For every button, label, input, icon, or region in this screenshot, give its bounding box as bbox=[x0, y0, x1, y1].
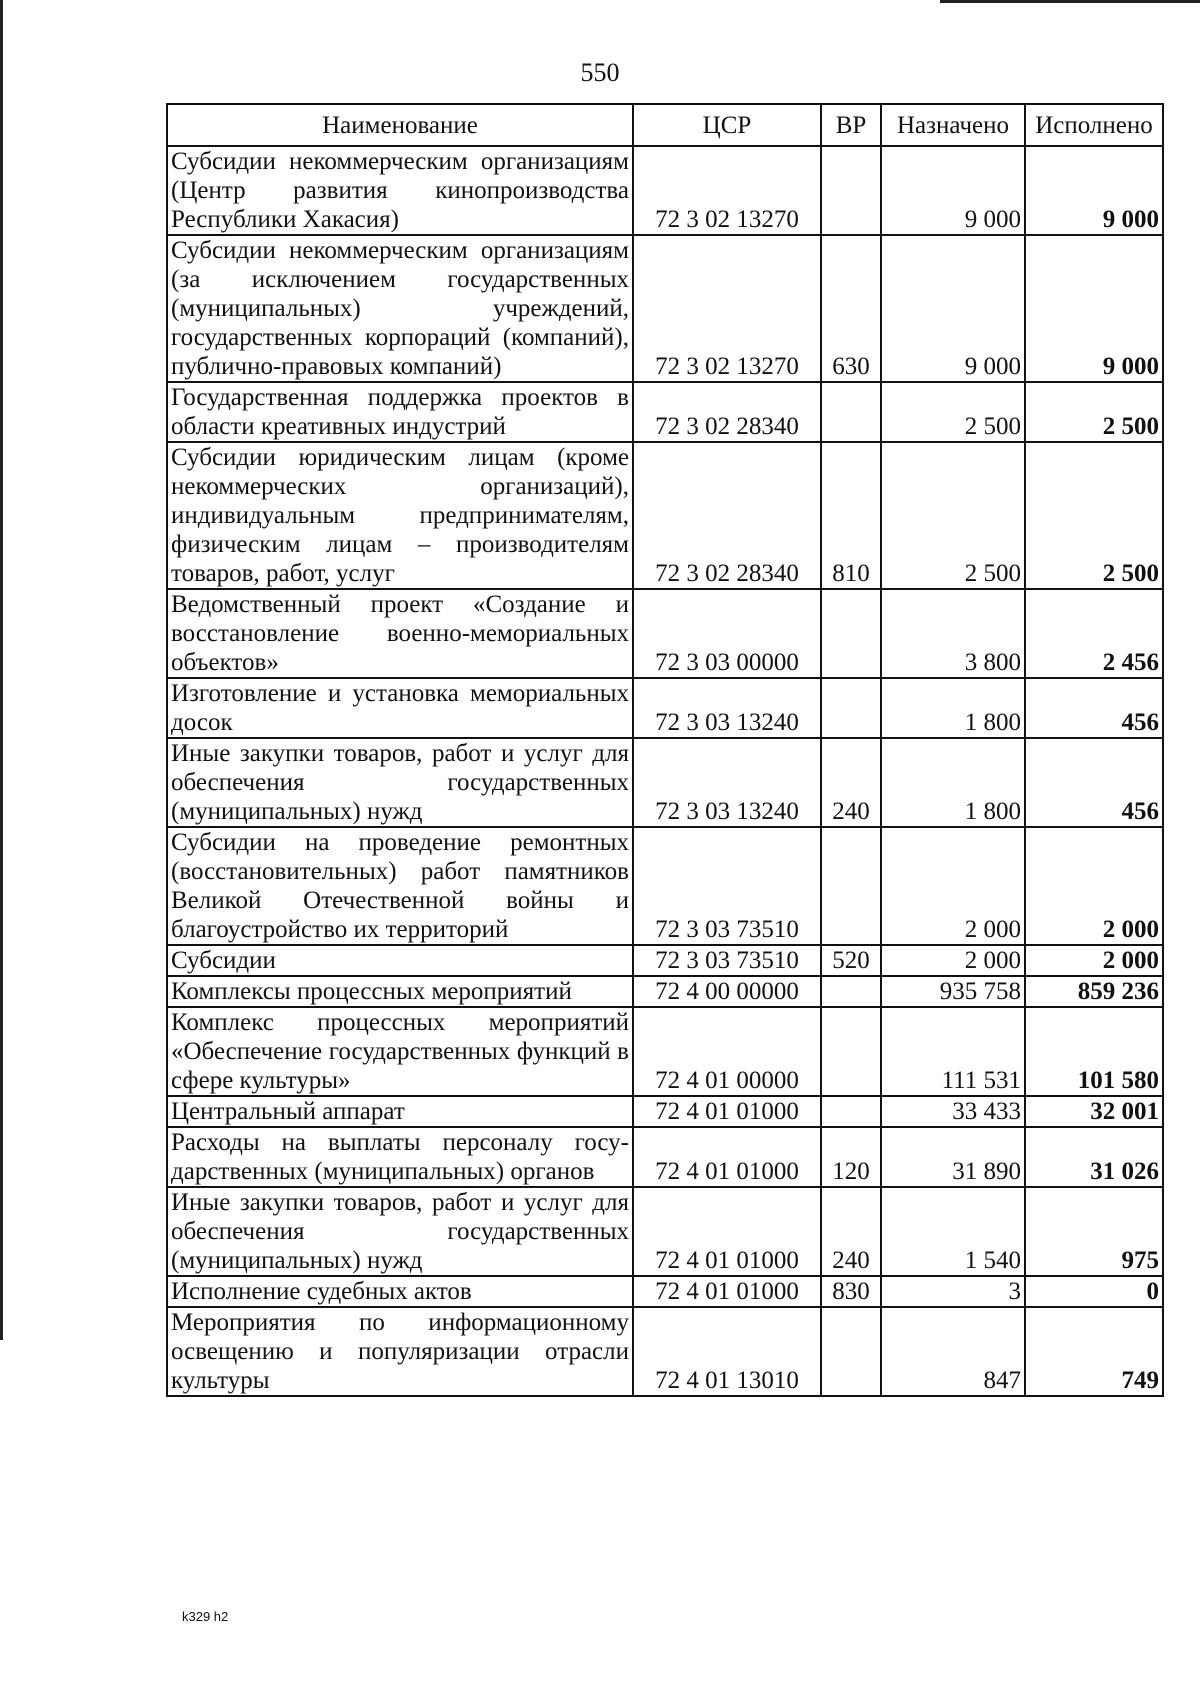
table-row bbox=[167, 827, 1163, 945]
cell-vr bbox=[821, 589, 881, 678]
cell-name: Центральный аппарат bbox=[167, 1096, 633, 1127]
cell-assigned: 1 800 bbox=[881, 678, 1025, 738]
table-row bbox=[167, 1127, 1163, 1187]
cell-assigned: 111 531 bbox=[881, 1007, 1025, 1096]
cell-executed: 9 000 bbox=[1025, 146, 1163, 235]
cell-executed: 456 bbox=[1025, 678, 1163, 738]
table-row bbox=[167, 1276, 1163, 1307]
cell-name: Субсидии на проведение ремонтных (восстановительных) работ памятников Великой Отечественной войны и благоустройство их территорий bbox=[167, 827, 633, 945]
scan-edge-top bbox=[940, 0, 1200, 3]
cell-csr: 72 4 00 00000 bbox=[633, 976, 821, 1007]
cell-name: Изготовление и установка мемориальных досок bbox=[167, 678, 633, 738]
header-executed: Исполнено bbox=[1025, 104, 1163, 146]
table-row bbox=[167, 976, 1163, 1007]
cell-csr: 72 3 03 00000 bbox=[633, 589, 821, 678]
cell-csr: 72 4 01 13010 bbox=[633, 1307, 821, 1396]
cell-assigned: 9 000 bbox=[881, 235, 1025, 382]
header-csr: ЦСР bbox=[633, 104, 821, 146]
table-row bbox=[167, 442, 1163, 589]
footer-code: k329 h2 bbox=[182, 1609, 229, 1624]
cell-vr bbox=[821, 1096, 881, 1127]
header-assigned: Назначено bbox=[881, 104, 1025, 146]
cell-name: Мероприятия по информационному освещению и популяризации отрасли культуры bbox=[167, 1307, 633, 1396]
cell-name: Комплекс процессных мероприятий «Обеспечение государственных функций в сфере культуры» bbox=[167, 1007, 633, 1096]
table-row bbox=[167, 1307, 1163, 1396]
cell-vr: 630 bbox=[821, 235, 881, 382]
cell-vr: 240 bbox=[821, 1187, 881, 1276]
cell-executed: 975 bbox=[1025, 1187, 1163, 1276]
cell-executed: 2 000 bbox=[1025, 827, 1163, 945]
cell-vr bbox=[821, 827, 881, 945]
cell-assigned: 1 540 bbox=[881, 1187, 1025, 1276]
cell-vr: 520 bbox=[821, 945, 881, 976]
cell-name: Государственная поддержка проектов в области креативных индустрий bbox=[167, 382, 633, 442]
cell-vr bbox=[821, 678, 881, 738]
cell-assigned: 9 000 bbox=[881, 146, 1025, 235]
cell-name: Субсидии некоммерческим организациям (Центр развития кинопроизводства Республики Хакасия) bbox=[167, 146, 633, 235]
cell-name: Иные закупки товаров, работ и услуг для обеспечения государственных (муниципальных) нужд bbox=[167, 1187, 633, 1276]
cell-csr: 72 3 03 73510 bbox=[633, 945, 821, 976]
cell-vr bbox=[821, 976, 881, 1007]
page-number: 550 bbox=[580, 58, 620, 87]
cell-vr bbox=[821, 1307, 881, 1396]
cell-executed: 859 236 bbox=[1025, 976, 1163, 1007]
cell-csr: 72 4 01 01000 bbox=[633, 1096, 821, 1127]
cell-assigned: 2 500 bbox=[881, 382, 1025, 442]
table-row bbox=[167, 1007, 1163, 1096]
cell-executed: 101 580 bbox=[1025, 1007, 1163, 1096]
cell-csr: 72 3 02 13270 bbox=[633, 235, 821, 382]
cell-csr: 72 3 02 28340 bbox=[633, 442, 821, 589]
cell-vr: 810 bbox=[821, 442, 881, 589]
cell-csr: 72 3 02 13270 bbox=[633, 146, 821, 235]
cell-name: Субсидии юридическим лицам (кроме некоммерческих организаций), индивидуальным предпринимателям, физическим лицам – производителям товаров, работ, услуг bbox=[167, 442, 633, 589]
cell-assigned: 33 433 bbox=[881, 1096, 1025, 1127]
table-row bbox=[167, 738, 1163, 827]
header-name: Наименование bbox=[167, 104, 633, 146]
cell-assigned: 1 800 bbox=[881, 738, 1025, 827]
cell-executed: 749 bbox=[1025, 1307, 1163, 1396]
cell-name: Иные закупки товаров, работ и услуг для обеспечения государственных (муниципальных) нужд bbox=[167, 738, 633, 827]
cell-csr: 72 4 01 01000 bbox=[633, 1276, 821, 1307]
cell-executed: 2 000 bbox=[1025, 945, 1163, 976]
cell-assigned: 3 bbox=[881, 1276, 1025, 1307]
cell-executed: 456 bbox=[1025, 738, 1163, 827]
cell-assigned: 3 800 bbox=[881, 589, 1025, 678]
table-row bbox=[167, 589, 1163, 678]
scan-edge-left bbox=[0, 0, 3, 1340]
cell-executed: 9 000 bbox=[1025, 235, 1163, 382]
table-row bbox=[167, 945, 1163, 976]
cell-name: Комплексы процессных мероприятий bbox=[167, 976, 633, 1007]
cell-vr: 830 bbox=[821, 1276, 881, 1307]
cell-executed: 2 500 bbox=[1025, 382, 1163, 442]
cell-vr bbox=[821, 1007, 881, 1096]
cell-assigned: 31 890 bbox=[881, 1127, 1025, 1187]
cell-assigned: 935 758 bbox=[881, 976, 1025, 1007]
cell-vr: 120 bbox=[821, 1127, 881, 1187]
table-row bbox=[167, 678, 1163, 738]
cell-assigned: 2 000 bbox=[881, 945, 1025, 976]
cell-vr: 240 bbox=[821, 738, 881, 827]
cell-name: Субсидии bbox=[167, 945, 633, 976]
table-row bbox=[167, 235, 1163, 382]
budget-execution-table bbox=[166, 103, 1164, 1397]
cell-executed: 2 456 bbox=[1025, 589, 1163, 678]
table-row bbox=[167, 146, 1163, 235]
cell-executed: 32 001 bbox=[1025, 1096, 1163, 1127]
cell-name: Субсидии некоммерческим организациям (за исключением государственных (муниципальных) учреждений, государственных корпораций (компаний), публично-правовых компаний) bbox=[167, 235, 633, 382]
cell-csr: 72 4 01 01000 bbox=[633, 1127, 821, 1187]
table-row bbox=[167, 382, 1163, 442]
cell-executed: 2 500 bbox=[1025, 442, 1163, 589]
cell-name: Расходы на выплаты персоналу государственных (муниципальных) органов bbox=[167, 1127, 633, 1187]
cell-executed: 31 026 bbox=[1025, 1127, 1163, 1187]
cell-vr bbox=[821, 146, 881, 235]
cell-name: Ведомственный проект «Создание и восстановление военно-мемориальных объектов» bbox=[167, 589, 633, 678]
header-vr: ВР bbox=[821, 104, 881, 146]
cell-assigned: 2 500 bbox=[881, 442, 1025, 589]
cell-assigned: 2 000 bbox=[881, 827, 1025, 945]
cell-csr: 72 3 02 28340 bbox=[633, 382, 821, 442]
cell-name: Исполнение судебных актов bbox=[167, 1276, 633, 1307]
cell-vr bbox=[821, 382, 881, 442]
cell-csr: 72 4 01 00000 bbox=[633, 1007, 821, 1096]
cell-csr: 72 3 03 13240 bbox=[633, 738, 821, 827]
cell-csr: 72 3 03 73510 bbox=[633, 827, 821, 945]
cell-csr: 72 4 01 01000 bbox=[633, 1187, 821, 1276]
table-row bbox=[167, 1187, 1163, 1276]
table-header-row bbox=[167, 104, 1163, 146]
table-row bbox=[167, 1096, 1163, 1127]
cell-executed: 0 bbox=[1025, 1276, 1163, 1307]
cell-csr: 72 3 03 13240 bbox=[633, 678, 821, 738]
cell-assigned: 847 bbox=[881, 1307, 1025, 1396]
